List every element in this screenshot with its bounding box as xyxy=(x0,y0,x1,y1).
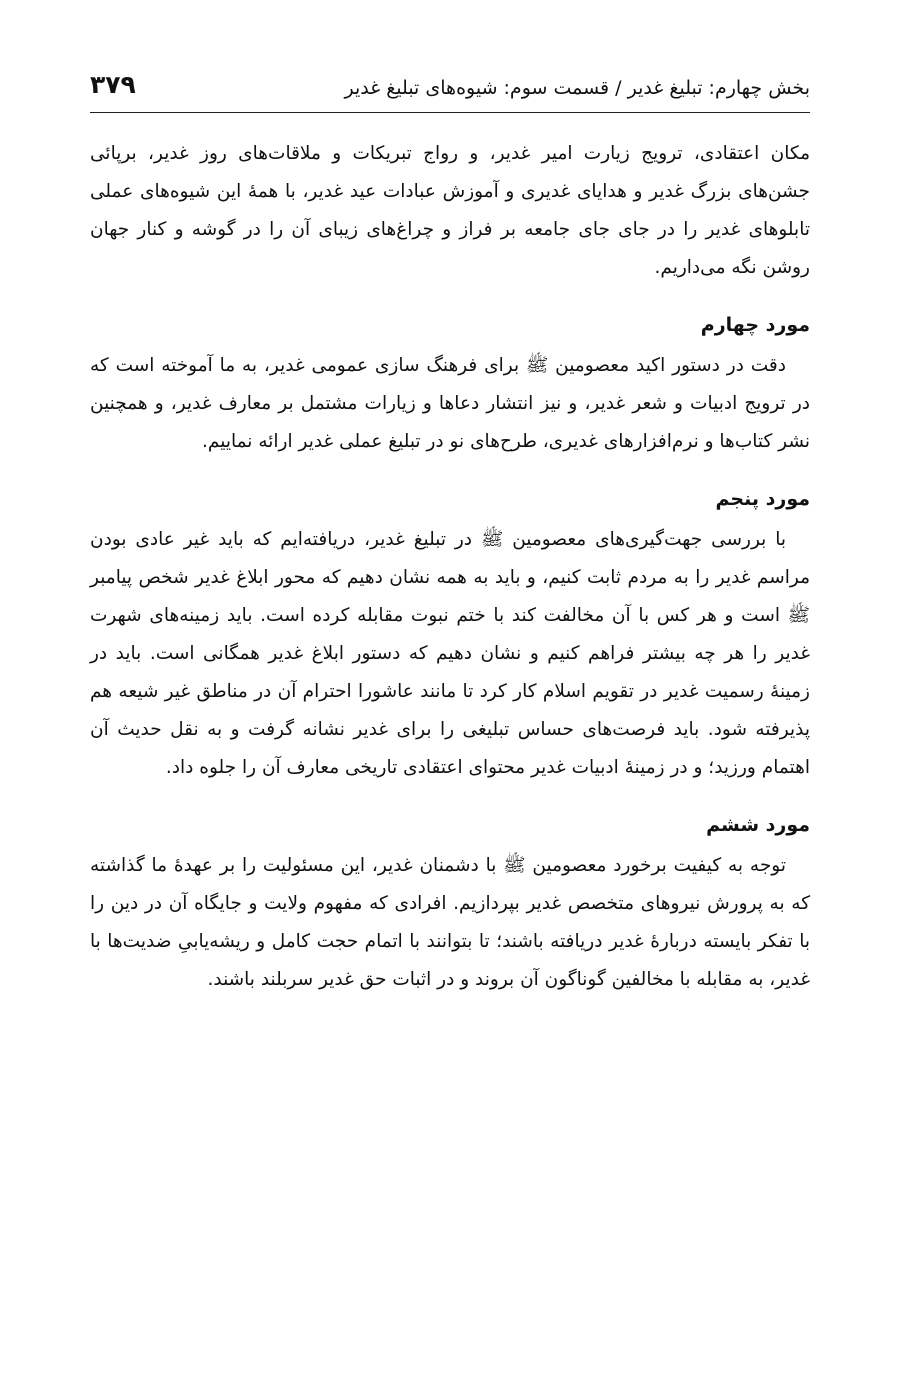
intro-paragraph: مکان اعتقادی، ترویج زیارت امیر غدیر، و رواج تبریکات و ملاقات‌های روز غدیر، برپائی جشن‌های بزرگ غدیر و هدایای غدیری و آموزش عبادات عید غدیر، با همهٔ این شیوه‌های عملی تابلوهای غدیر را در جای جای جامعه بر فراز و چراغ‌های زیبای آن را در گوشه و کنار جهان روشن نگه می‌داریم. xyxy=(90,143,810,278)
page-body xyxy=(90,135,810,999)
running-title: بخش چهارم: تبلیغ غدیر / قسمت سوم: شیوه‌های تبلیغ غدیر xyxy=(344,77,810,99)
section-heading-sixth: مورد ششم xyxy=(706,814,810,836)
section-heading-fifth: مورد پنجم xyxy=(715,488,810,510)
running-header xyxy=(90,68,810,113)
section-paragraph-fifth: با بررسی جهت‌گیری‌های معصومین ﷺ در تبلیغ غدیر، دریافته‌ایم که باید غیر عادی بودن مراسم غدیر را به مردم ثابت کنیم، و باید به همه نشان دهیم که محور ابلاغ غدیر شخص پیامبر ﷺ است و هر کس با آن مخالفت کند با ختم نبوت مقابله کرده است. باید زمینه‌های شهرت غدیر را هر چه بیشتر فراهم کنیم و نشان دهیم که دستور ابلاغ غدیر همگانی است. باید در زمینهٔ رسمیت غدیر در تقویم اسلام کار کرد تا مانند عاشورا احترام آن در مناطق غیر شیعه هم پذیرفته شود. باید فرصت‌های حساس تبلیغی را برای غدیر نشانه گرفت و به نقل حدیث آن اهتمام ورزید؛ و در زمینهٔ ادبیات غدیر محتوای اعتقادی تاریخی معارف آن را جلوه داد. xyxy=(90,529,810,778)
page-number: ۳۷۹ xyxy=(90,70,136,99)
section-heading-fourth: مورد چهارم xyxy=(700,314,810,336)
book-page xyxy=(90,68,810,999)
section-paragraph-fourth: دقت در دستور اکید معصومین ﷺ برای فرهنگ سازی عمومی غدیر، به ما آموخته است که در ترویج ادبیات و شعر غدیر، و نیز انتشار دعاها و زیارات مشتمل بر معارف غدیر، و همچنین نشر کتاب‌ها و نرم‌افزارهای غدیری، طرح‌های نو در تبلیغ عملی غدیر ارائه نماییم. xyxy=(90,355,810,452)
section-paragraph-sixth: توجه به کیفیت برخورد معصومین ﷺ با دشمنان غدیر، این مسئولیت را بر عهدهٔ ما گذاشته که به پرورش نیروهای متخصص غدیر بپردازیم. افرادی که مفهوم ولایت و جایگاه آن در دین را با تفکر بایسته دربارهٔ غدیر دریافته باشند؛ تا بتوانند با اتمام حجت کامل و ریشه‌یابیِ ضدیت‌ها با غدیر، به مقابله با مخالفین گوناگون آن بروند و در اثبات حق غدیر سربلند باشند. xyxy=(90,855,810,990)
